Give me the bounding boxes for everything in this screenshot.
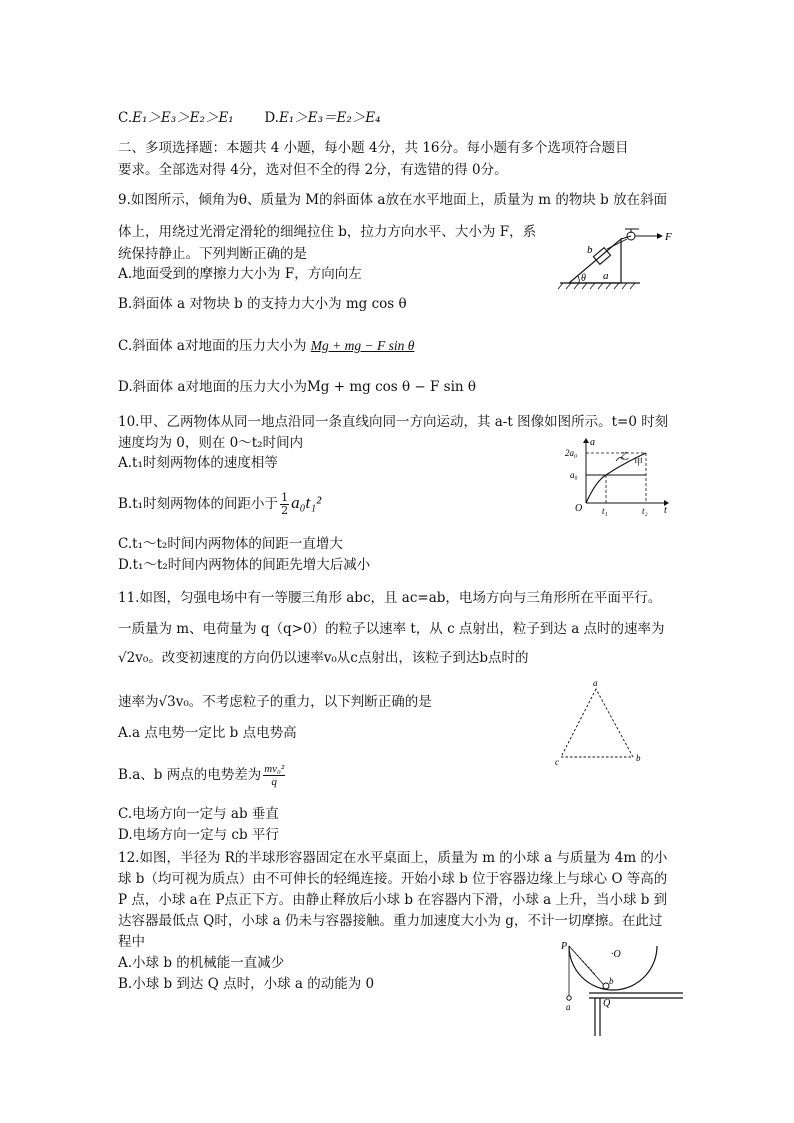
- q12-figure: [555, 938, 685, 1038]
- q9-figure: [555, 225, 675, 295]
- q10-axis-a: a: [590, 437, 595, 448]
- q11-option-d: D.电场方向一定与 cb 平行: [118, 827, 279, 843]
- q11-vertex-b: b: [636, 753, 641, 763]
- q11-stem-line4: 速率为√3v₀。不考虑粒子的重力，以下判断正确的是: [118, 694, 432, 710]
- q9-stem-line2: 体上，用绕过光滑定滑轮的细绳拉住 b，拉力方向水平、大小为 F，系: [118, 224, 537, 240]
- q9-stem-line3: 统保持静止。下列判断正确的是: [118, 246, 307, 262]
- q10-fraction-denominator: 2: [281, 504, 289, 517]
- q11-stem-line1: 11.如图，匀强电场中有一等腰三角形 abc，且 ac=ab，电场方向与三角形所在平面平行。: [118, 590, 662, 606]
- q12-stem-line3: P 点，小球 a在 P点正下方。由静止释放后小球 b 在容器内下滑，小球 a 上升，当小球 b 到: [118, 892, 668, 908]
- q10-option-b: [118, 492, 321, 517]
- q10-stem-line1: 10.甲、乙两物体从同一地点沿同一条直线向同一方向运动，其 a-t 图像如图所示。t=0 时刻: [118, 414, 669, 430]
- q11-fraction-numerator: mv₀²: [264, 763, 285, 775]
- q10-option-b-fraction: [280, 492, 289, 517]
- option-d: D.: [264, 110, 279, 126]
- q9-option-b: B.斜面体 a 对物块 b 的支持力大小为 mg cos θ: [118, 296, 407, 312]
- option-c: C.: [118, 110, 133, 126]
- q9-label-F: F: [665, 231, 672, 243]
- q9-stem-line1: 9.如图所示，倾角为θ、质量为 M的斜面体 a放在水平地面上，质量为 m 的物块 b 放在斜面: [118, 192, 668, 208]
- q9-option-d: D.斜面体 a对地面的压力大小为Mg + mg cos θ − F sin θ: [118, 379, 477, 395]
- option-d-expr: E₁＞E₃＝E₂＞E₄: [278, 110, 381, 126]
- q10-option-b-label: B.t₁时刻两物体的间距小于: [118, 496, 279, 512]
- q10-option-c: C.t₁～t₂时间内两物体的间距一直增大: [118, 536, 343, 552]
- q10-tick-t2: t₂: [642, 506, 648, 516]
- q9-option-c-expr: Mg + mg − F sin θ: [310, 338, 415, 353]
- q10-tick-a0: a₀: [570, 470, 578, 480]
- q12-option-a: A.小球 b 的机械能一直减少: [118, 955, 285, 971]
- q10-fraction-numerator: 1: [281, 491, 289, 504]
- q10-option-d: D.t₁～t₂时间内两物体的间距先增大后减小: [118, 557, 371, 573]
- q10-label-yi: 乙: [620, 451, 630, 461]
- q10-option-a: A.t₁时刻两物体的速度相等: [118, 455, 278, 471]
- q9-label-theta: θ: [581, 273, 586, 284]
- prev-options: [118, 108, 381, 128]
- q11-stem-line2: 一质量为 m、电荷量为 q（q>0）的粒子以速率 t，从 c 点射出，粒子到达 a 点时的速率为: [118, 621, 665, 637]
- q11-option-a: A.a 点电势一定比 b 点电势高: [118, 725, 297, 741]
- q12-option-b: B.小球 b 到达 Q 点时，小球 a 的动能为 0: [118, 976, 375, 992]
- q9-label-a: a: [603, 270, 609, 282]
- q10-axis-t: t: [664, 505, 667, 516]
- q10-stem-line2: 速度均为 0，则在 0～t₂时间内: [118, 435, 304, 451]
- q11-option-b-label: B.a、b 两点的电势差为: [118, 767, 262, 783]
- q12-label-b: b: [609, 976, 614, 986]
- q11-option-c: C.电场方向一定与 ab 垂直: [118, 806, 279, 822]
- q9-option-a: A.地面受到的摩擦力大小为 F，方向向左: [118, 266, 362, 282]
- q11-vertex-a: a: [593, 678, 598, 688]
- q12-stem-line1: 12.如图，半径为 R的半球形容器固定在水平桌面上，质量为 m 的小球 a 与质量为 4m 的小: [118, 850, 668, 866]
- q10-figure: [560, 437, 672, 517]
- section-heading-line2: 要求。全部选对得 4分，选对但不全的得 2分，有选错的得 0分。: [118, 162, 508, 178]
- q12-label-a: a: [566, 1002, 571, 1012]
- section-heading-line1: 二、多项选择题：本题共 4 小题，每小题 4分，共 16分。每小题有多个选项符合题目: [118, 140, 629, 156]
- q10-origin: O: [575, 503, 583, 514]
- q12-label-Q: Q: [603, 998, 611, 1009]
- q9-option-c: [118, 336, 414, 356]
- q9-label-b: b: [587, 244, 593, 256]
- q11-vertex-c: c: [555, 757, 559, 767]
- q11-stem-line3: √2v₀。改变初速度的方向仍以速率v₀从c点射出，该粒子到达b点时的: [118, 650, 529, 666]
- q12-stem-line5: 程中: [118, 934, 145, 950]
- q10-label-jia: 甲: [634, 457, 644, 467]
- q11-fraction-denominator: q: [271, 776, 277, 788]
- q12-label-P: P: [561, 941, 568, 952]
- q10-tick-t1: t₁: [602, 506, 608, 516]
- q11-figure: [553, 677, 645, 769]
- q12-label-O: ·O: [611, 949, 621, 960]
- q12-stem-line4: 达容器最低点 Q时，小球 a 仍未与容器接触。重力加速度大小为 g，不计一切摩擦。在此过: [118, 913, 663, 929]
- q12-stem-line2: 球 b（均可视为质点）由不可伸长的轻绳连接。开始小球 b 位于容器边缘上与球心 O 等高的: [118, 871, 668, 887]
- q10-option-b-expr: a₀t₁²: [291, 493, 322, 512]
- q11-option-b: [118, 763, 287, 788]
- option-c-expr: E₁＞E₃＞E₂＞E₁: [132, 110, 234, 126]
- q11-option-b-fraction: [263, 763, 285, 788]
- q10-tick-2a0: 2a₀: [565, 448, 578, 458]
- q9-option-c-label: C.斜面体 a对地面的压力大小为: [118, 338, 311, 354]
